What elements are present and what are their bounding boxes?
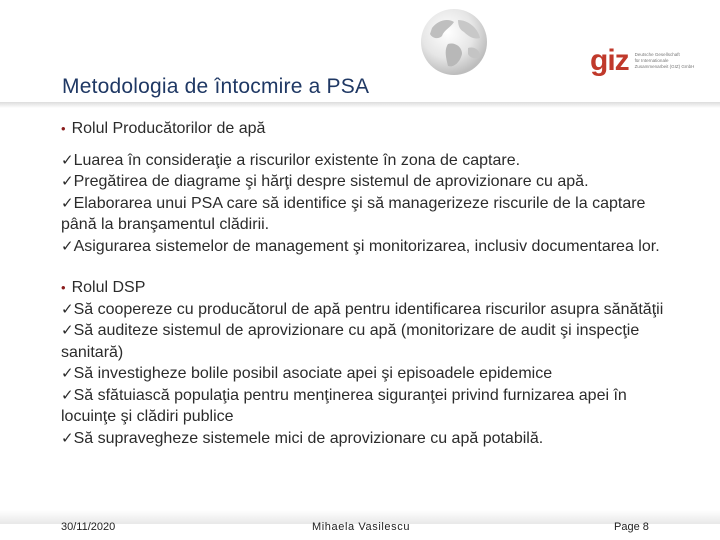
logo-line: für Internationale [634,58,669,63]
checkmark-icon: ✓ [61,428,74,447]
bullet-icon: • [61,121,66,136]
section-heading-dsp: • Rolul DSP [61,279,146,296]
globe-icon [418,6,490,78]
list-item: ✓Pregătirea de diagrame şi hărţi despre sistemul de aprovizionare cu apă. [61,172,589,190]
list-item: ✓Asigurarea sistemelor de management şi monitorizarea, inclusiv documentarea lor. [61,236,660,255]
slide-title: Metodologia de întocmire a PSA [62,75,370,98]
list-item: ✓Să investigheze bolile posibil asociate apei şi episoadele epidemice [61,364,553,382]
list-item: ✓Luarea în consideraţie a riscurilor existente în zona de captare. [61,150,521,169]
page-number: Page 8 [614,521,649,533]
logo-line: Zusammenarbeit (GIZ) GmbH [634,64,695,69]
list-item: ✓Să supravegheze sistemele mici de aprovizionare cu apă potabilă. [61,428,544,447]
checkmark-icon: ✓ [61,236,74,255]
logo-text [635,52,720,70]
checkmark-icon: ✓ [61,385,74,404]
checkmark-icon: ✓ [61,172,74,190]
slide-content [61,118,681,449]
list-item: ✓Să auditeze sistemul de aprovizionare cu apă (monitorizare de audit şi inspecţie sanitară) [61,321,640,361]
list-item: ✓Elaborarea unui PSA care să identifice şi să managerizeze riscurile de la captare până la branşamentul clădirii. [61,193,646,233]
footer-date: 30/11/2020 [61,521,116,533]
footer-author: Mihaela Vasilescu [312,521,411,533]
logo-mark: giz [590,44,629,77]
list-item: ✓Să coopereze cu producătorul de apă pentru identificarea riscurilor asupra sănătăţii [61,299,664,318]
logo-line: Deutsche Gesellschaft [634,52,680,57]
bullet-icon: • [61,280,66,295]
title-divider [0,102,720,108]
list-item: ✓Să sfătuiască populaţia pentru menţinerea siguranţei privind furnizarea apei în locuinţe şi clădiri publice [61,385,627,425]
checkmark-icon: ✓ [61,193,74,212]
section-heading-producers: • Rolul Producătorilor de apă [61,120,266,137]
checkmark-icon: ✓ [61,321,74,339]
checkmark-icon: ✓ [61,364,74,382]
checkmark-icon: ✓ [61,299,74,318]
checkmark-icon: ✓ [61,150,74,169]
giz-logo [590,46,720,76]
